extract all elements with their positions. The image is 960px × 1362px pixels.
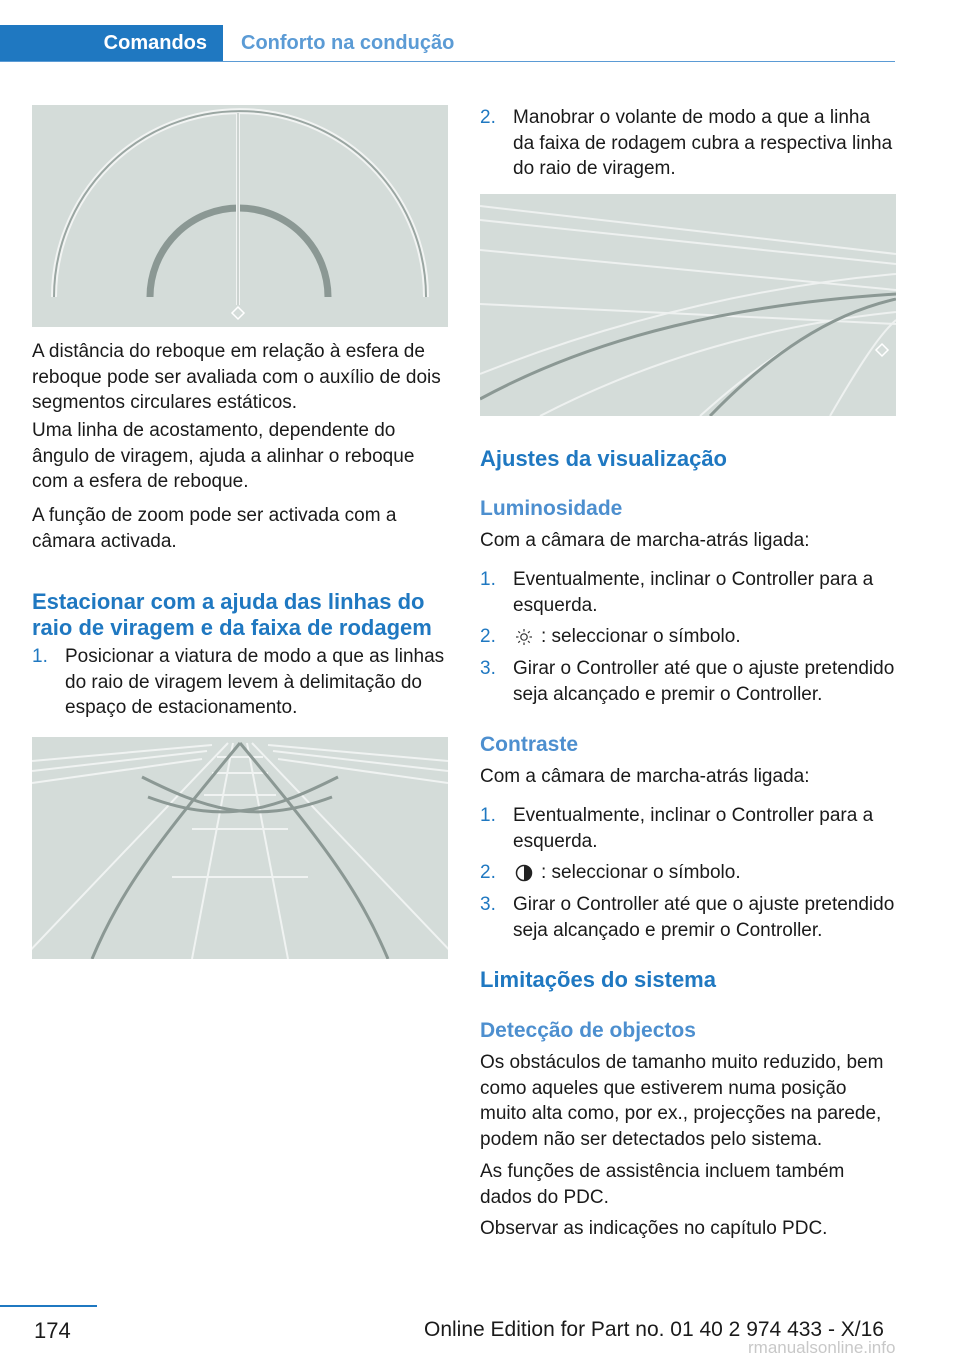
step-text: Posicionar a viatura de modo a que as linhas do raio de viragem levem à delimitação do espaço de estacionamento. (65, 646, 445, 718)
brightness-intro: Com a câmara de marcha-atrás ligada: (480, 530, 810, 551)
lane-lines-image (480, 194, 896, 416)
watermark: rmanualsonline.info (748, 1338, 896, 1357)
step-text: : seleccionar o símbolo. (541, 862, 741, 883)
step-text: Eventualmente, inclinar o Controller para a esquerda. (513, 569, 874, 616)
step-text: Manobrar o volante de modo a que a linha da faixa de rodagem cubra a respectiva linha do raio de viragem. (513, 107, 893, 179)
step-number: 1. (32, 646, 48, 667)
heading-display-settings: Ajustes da visualização (480, 446, 727, 471)
paragraph-distance: A distância do reboque em relação à esfera de reboque pode ser avaliada com o auxílio de dois segmentos circulares estáticos. (32, 341, 441, 413)
step-number: 1. (480, 805, 496, 826)
paragraph-obstacles: Os obstáculos de tamanho muito reduzido, bem como aqueles que estiverem numa posição muito alta como, por ex., projecções na parede, podem não ser detectados pelo sistema. (480, 1052, 884, 1150)
turning-radius-lines-image (32, 737, 448, 959)
step-text: Girar o Controller até que o ajuste pretendido seja alcançado e premir o Controller. (513, 658, 895, 705)
contrast-icon (515, 864, 533, 882)
contrast-intro: Com a câmara de marcha-atrás ligada: (480, 766, 810, 787)
subheading-object-detection: Detecção de objectos (480, 1019, 696, 1042)
subheading-brightness: Luminosidade (480, 497, 623, 520)
header-divider (0, 61, 895, 62)
section-tab-comandos: Comandos (0, 25, 223, 61)
step-number: 1. (480, 569, 496, 590)
subheading-contrast: Contraste (480, 733, 579, 756)
trailer-hitch-view-image (32, 105, 448, 327)
step-number: 2. (480, 107, 496, 128)
step-text: : seleccionar o símbolo. (541, 626, 741, 647)
step-text: Eventualmente, inclinar o Controller para a esquerda. (513, 805, 874, 852)
step-number: 2. (480, 626, 496, 647)
step-number: 3. (480, 894, 496, 915)
paragraph-assist-functions: As funções de assistência incluem também dados do PDC. (480, 1161, 845, 1208)
paragraph-line: Uma linha de acostamento, dependente do ângulo de viragem, ajuda a alinhar o reboque com a esfera de reboque. (32, 420, 415, 492)
paragraph-pdc-note: Observar as indicações no capítulo PDC. (480, 1218, 828, 1239)
section-tab-conforto: Conforto na condução (241, 31, 455, 54)
step-number: 2. (480, 862, 496, 883)
paragraph-zoom: A função de zoom pode ser activada com a câmara activada. (32, 505, 397, 552)
edition-note: Online Edition for Part no. 01 40 2 974 433 - X/16 (424, 1318, 884, 1341)
page-number: 174 (34, 1318, 71, 1343)
page-header (0, 0, 960, 62)
heading-system-limitations: Limitações do sistema (480, 967, 716, 992)
step-text: Girar o Controller até que o ajuste pretendido seja alcançado e premir o Controller. (513, 894, 895, 941)
sun-icon (515, 628, 533, 646)
footer-divider (0, 1305, 97, 1307)
step-number: 3. (480, 658, 496, 679)
heading-parking-lines: Estacionar com a ajuda das linhas do raio de viragem e da faixa de rodagem (32, 589, 432, 640)
